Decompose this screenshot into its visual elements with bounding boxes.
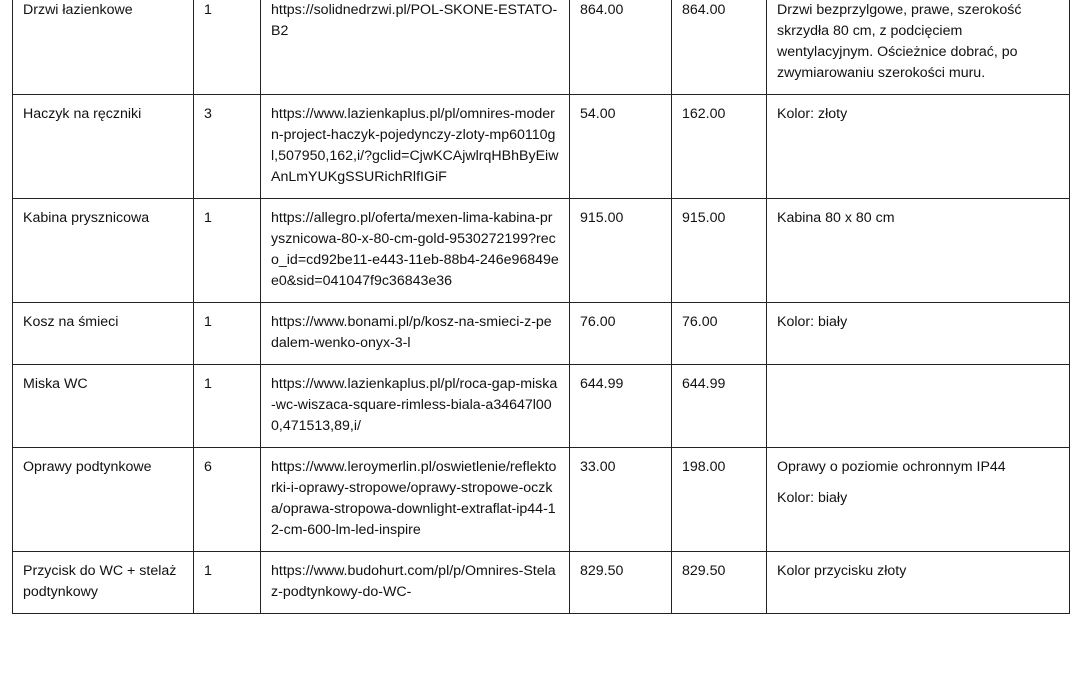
unit-price: 76.00	[580, 314, 616, 330]
total-price-cell	[672, 199, 767, 303]
products-table	[12, 0, 1070, 614]
quantity-cell	[194, 199, 261, 303]
quantity: 1	[204, 2, 212, 18]
total-price-cell	[672, 303, 767, 365]
product-url: https://www.budohurt.com/pl/p/Omnires-Stelaz-podtynkowy-do-WC-	[271, 563, 556, 600]
item-name: Drzwi łazienkowe	[23, 2, 133, 18]
item-name: Kabina prysznicowa	[23, 210, 150, 226]
quantity-cell	[194, 552, 261, 614]
quantity: 3	[204, 106, 212, 122]
total-price-cell	[672, 365, 767, 448]
quantity: 1	[204, 210, 212, 226]
note-text: Kolor przycisku złoty	[777, 563, 907, 579]
unit-price-cell	[570, 303, 672, 365]
notes-cell	[767, 365, 1070, 448]
product-url: https://www.lazienkaplus.pl/pl/omnires-modern-project-haczyk-pojedynczy-zloty-mp60110gl,507950,162,i/?gclid=CjwKCAjwlrqHBhByEiwAnLmYUKgSSURichRlfIGiF	[271, 106, 559, 185]
item-name: Przycisk do WC + stelaż podtynkowy	[23, 563, 177, 600]
notes-cell	[767, 303, 1070, 365]
unit-price: 644.99	[580, 376, 624, 392]
unit-price-cell	[570, 365, 672, 448]
product-url: https://www.bonami.pl/p/kosz-na-smieci-z-pedalem-wenko-onyx-3-l	[271, 314, 552, 351]
item-name-cell	[13, 199, 194, 303]
total-price: 162.00	[682, 106, 726, 122]
notes-cell	[767, 95, 1070, 199]
url-cell	[261, 0, 570, 95]
item-name-cell	[13, 552, 194, 614]
quantity: 1	[204, 563, 212, 579]
url-cell	[261, 199, 570, 303]
table-row	[13, 365, 1070, 448]
product-url: https://allegro.pl/oferta/mexen-lima-kabina-prysznicowa-80-x-80-cm-gold-9530272199?reco_id=cd92be11-e443-11eb-88b4-246e96849ee0&sid=041047f9c36843e36	[271, 210, 559, 289]
notes-cell	[767, 448, 1070, 552]
url-cell	[261, 303, 570, 365]
note-text: Kolor: biały	[777, 490, 848, 506]
unit-price: 915.00	[580, 210, 624, 226]
table-row	[13, 448, 1070, 552]
quantity-cell	[194, 95, 261, 199]
unit-price: 829.50	[580, 563, 624, 579]
item-name-cell	[13, 95, 194, 199]
quantity: 6	[204, 459, 212, 475]
item-name-cell	[13, 303, 194, 365]
unit-price-cell	[570, 448, 672, 552]
quantity-cell	[194, 0, 261, 95]
total-price-cell	[672, 448, 767, 552]
notes-cell	[767, 552, 1070, 614]
unit-price-cell	[570, 199, 672, 303]
total-price: 864.00	[682, 2, 726, 18]
note-text: Drzwi bezprzylgowe, prawe, szerokość skrzydła 80 cm, z podcięciem wentylacyjnym. Ościeżnice dobrać, po zwymiarowaniu szerokości muru.	[777, 2, 1022, 81]
item-name: Haczyk na ręczniki	[23, 106, 142, 122]
note-text: Kolor: złoty	[777, 106, 848, 122]
total-price: 829.50	[682, 563, 726, 579]
notes-cell	[767, 0, 1070, 95]
product-url: https://www.lazienkaplus.pl/pl/roca-gap-miska-wc-wiszaca-square-rimless-biala-a34647l000,471513,89,i/	[271, 376, 558, 434]
note-text: Kabina 80 x 80 cm	[777, 210, 895, 226]
quantity: 1	[204, 376, 212, 392]
url-cell	[261, 365, 570, 448]
unit-price: 864.00	[580, 2, 624, 18]
item-name-cell	[13, 448, 194, 552]
unit-price: 54.00	[580, 106, 616, 122]
item-name: Miska WC	[23, 376, 88, 392]
table-row	[13, 552, 1070, 614]
product-url: https://www.leroymerlin.pl/oswietlenie/reflektorki-i-oprawy-stropowe/oprawy-stropowe-oczka/oprawa-stropowa-downlight-extraflat-ip44-12-cm-600-lm-led-inspire	[271, 459, 557, 538]
unit-price-cell	[570, 552, 672, 614]
quantity-cell	[194, 448, 261, 552]
total-price: 198.00	[682, 459, 726, 475]
table-row	[13, 0, 1070, 95]
note-text: Kolor: biały	[777, 314, 848, 330]
table-row	[13, 95, 1070, 199]
quantity-cell	[194, 365, 261, 448]
table-row	[13, 303, 1070, 365]
item-name-cell	[13, 0, 194, 95]
url-cell	[261, 448, 570, 552]
unit-price: 33.00	[580, 459, 616, 475]
notes-cell	[767, 199, 1070, 303]
total-price-cell	[672, 95, 767, 199]
total-price-cell	[672, 552, 767, 614]
table-row	[13, 199, 1070, 303]
total-price: 76.00	[682, 314, 718, 330]
quantity-cell	[194, 303, 261, 365]
total-price: 644.99	[682, 376, 726, 392]
product-url: https://solidnedrzwi.pl/POL-SKONE-ESTATO-B2	[271, 2, 558, 39]
quantity: 1	[204, 314, 212, 330]
total-price: 915.00	[682, 210, 726, 226]
unit-price-cell	[570, 95, 672, 199]
unit-price-cell	[570, 0, 672, 95]
item-name-cell	[13, 365, 194, 448]
total-price-cell	[672, 0, 767, 95]
item-name: Oprawy podtynkowe	[23, 459, 152, 475]
item-name: Kosz na śmieci	[23, 314, 119, 330]
url-cell	[261, 552, 570, 614]
note-text: Oprawy o poziomie ochronnym IP44	[777, 459, 1006, 475]
url-cell	[261, 95, 570, 199]
